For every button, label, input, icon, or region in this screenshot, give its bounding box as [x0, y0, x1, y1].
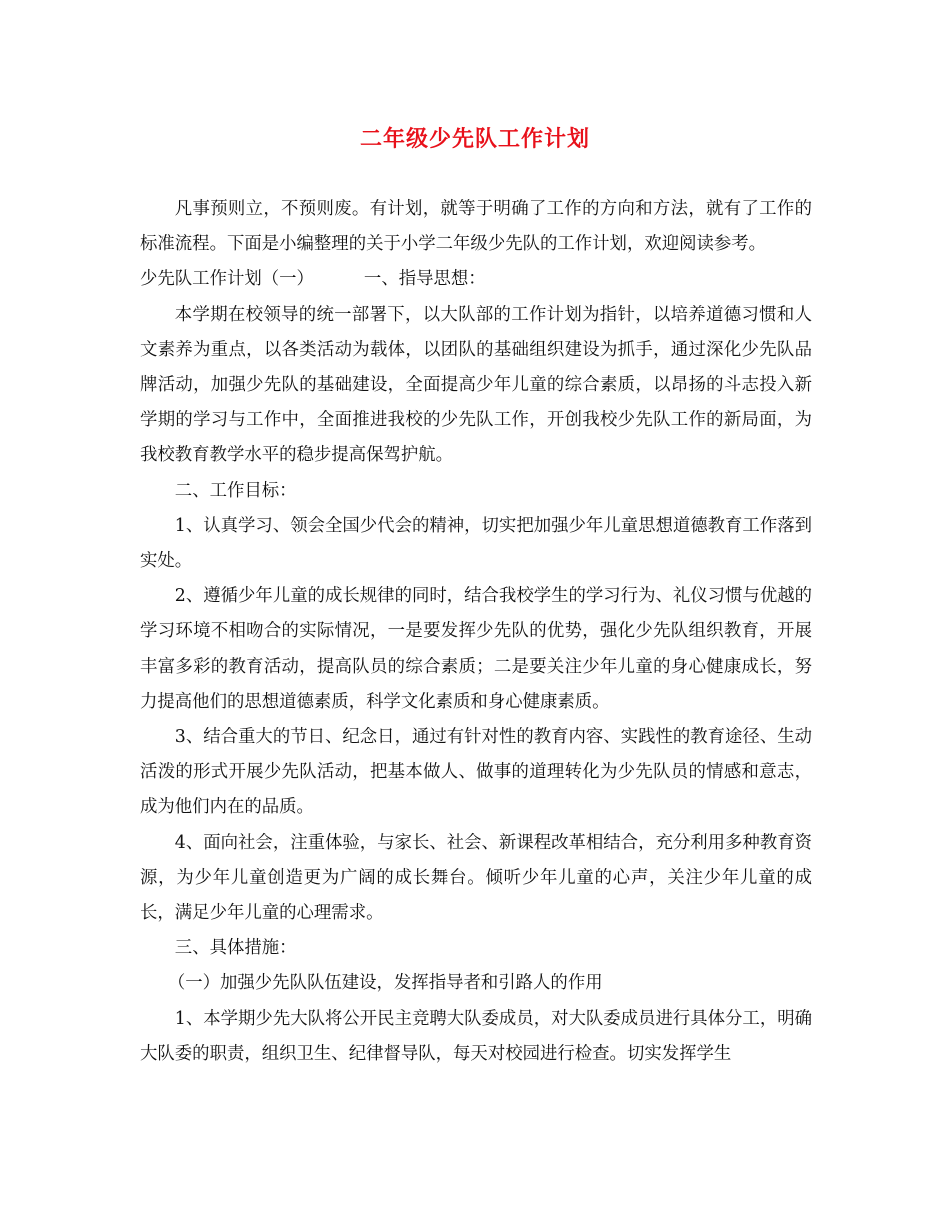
plan-heading-line [140, 262, 812, 297]
goal-2: 2、遵循少年儿童的成长规律的同时，结合我校学生的学习行为、礼仪习惯与优越的学习环境不相吻合的实际情况，一是要发挥少先队的优势，强化少先队组织教育，开展丰富多彩的教育活动，提高队员的综合素质；二是要关注少年儿童的身心健康成长，努力提高他们的思想道德素质，科学文化素质和身心健康素质。 [140, 586, 812, 712]
goal-3: 3、结合重大的节日、纪念日，通过有针对性的教育内容、实践性的教育途径、生动活泼的形式开展少先队活动，把基本做人、做事的道理转化为少先队员的情感和意志，成为他们内在的品质。 [140, 727, 812, 818]
measure1-heading: （一）加强少先队队伍建设，发挥指导者和引路人的作用 [167, 973, 603, 994]
goal-1: 1、认真学习、领会全国少代会的精神，切实把加强少年儿童思想道德教育工作落到实处。 [140, 515, 812, 572]
document-title: 二年级少先队工作计划 [359, 126, 590, 152]
measure1-item1: 1、本学期少先大队将公开民主竞聘大队委成员，对大队委成员进行具体分工，明确大队委的职责，组织卫生、纪律督导队，每天对校园进行检查。切实发挥学生 [140, 1008, 812, 1064]
plan-label: 少先队工作计划（一） [140, 269, 314, 290]
section3-heading: 三、具体措施： [174, 938, 297, 959]
section1-heading: 一、指导思想： [363, 269, 486, 290]
section2-heading: 二、工作目标： [174, 480, 297, 501]
section1-paragraph: 本学期在校领导的统一部署下，以大队部的工作计划为指针，以培养道德习惯和人文素养为重点，以各类活动为载体，以团队的基础组织建设为抓手，通过深化少先队品牌活动，加强少先队的基础建设，全面提高少年儿童的综合素质，以昂扬的斗志投入新学期的学习与工作中，全面推进我校的少先队工作，开创我校少先队工作的新局面，为我校教育教学水平的稳步提高保驾护航。 [140, 304, 812, 466]
intro-paragraph: 凡事预则立，不预则废。有计划，就等于明确了工作的方向和方法，就有了工作的标准流程。下面是小编整理的关于小学二年级少先队的工作计划，欢迎阅读参考。 [140, 199, 812, 255]
goal-4: 4、面向社会，注重体验，与家长、社会、新课程改革相结合，充分利用多种教育资源，为少年儿童创造更为广阔的成长舞台。倾听少年儿童的心声，关注少年儿童的成长，满足少年儿童的心理需求。 [140, 832, 812, 924]
document-body [140, 192, 812, 1072]
